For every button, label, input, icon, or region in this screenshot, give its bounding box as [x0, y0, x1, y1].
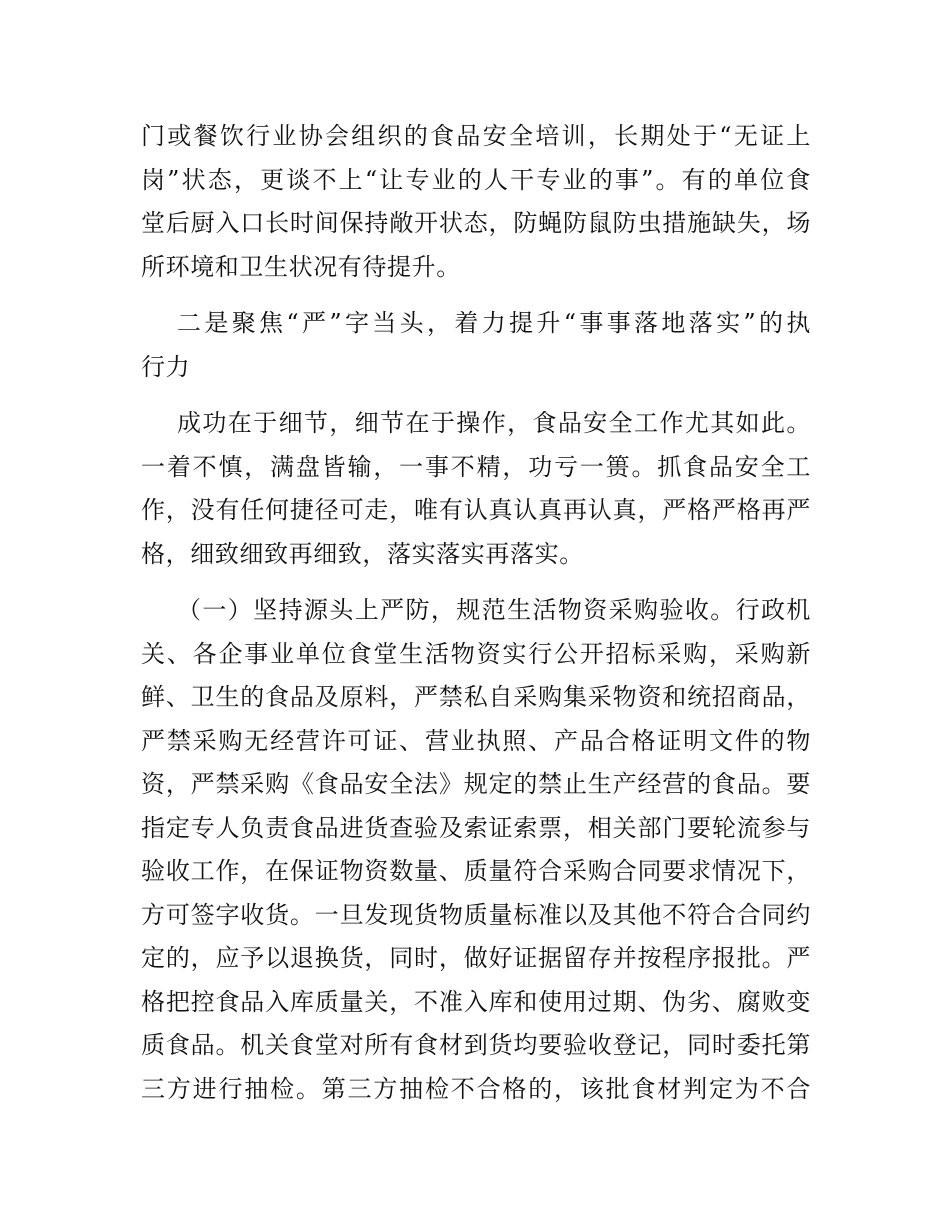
text-line: 格把控食品入库质量关，不准入库和使用过期、伪劣、腐败变 [141, 987, 811, 1016]
text-line: 质食品。机关食堂对所有食材到货均要验收登记，同时委托第 [141, 1031, 811, 1059]
text-line: 资，严禁采购《食品安全法》规定的禁止生产经营的食品。要 [141, 770, 811, 798]
text-line: 所环境和卫生状况有待提升。 [141, 252, 461, 281]
text-line: 格，细致细致再细致，落实落实再落实。 [141, 539, 584, 568]
text-line: 鲜、卫生的食品及原料，严禁私自采购集采物资和统招商品， [141, 683, 811, 711]
text-line: 方可签字收货。一旦发现货物质量标准以及其他不符合合同约 [141, 900, 811, 929]
text-line: （一）坚持源头上严防，规范生活物资采购验收。行政机 [177, 596, 811, 624]
paragraph-1 [141, 115, 811, 289]
text-line: 关、各企事业单位食堂生活物资实行公开招标采购，采购新 [141, 639, 811, 668]
document-body [141, 115, 811, 1124]
text-line: 严禁采购无经营许可证、营业执照、产品合格证明文件的物 [141, 726, 811, 755]
paragraph-4 [141, 589, 811, 1111]
text-line: 三方进行抽检。第三方抽检不合格的，该批食材判定为不合 [141, 1074, 811, 1103]
text-line: 作，没有任何捷径可走，唯有认真认真再认真，严格严格再严 [141, 496, 811, 524]
text-line: 行力 [141, 352, 191, 381]
text-line: 验收工作，在保证物资数量、质量符合采购合同要求情况下， [141, 857, 811, 885]
text-line: 成功在于细节，细节在于操作，食品安全工作尤其如此。 [177, 409, 811, 437]
text-line: 岗”状态，更谈不上“让专业的人干专业的事”。有的单位食 [141, 165, 811, 194]
text-line: 定的，应予以退换货，同时，做好证据留存并按程序报批。严 [141, 944, 811, 972]
text-line: 指定专人负责食品进货查验及索证索票，相关部门要轮流参与 [141, 813, 811, 842]
section-heading-2 [141, 302, 811, 389]
text-line: 一着不慎，满盘皆输，一事不精，功亏一篑。抓食品安全工 [141, 452, 811, 481]
text-line: 堂后厨入口长时间保持敞开状态，防蝇防鼠防虫措施缺失，场 [141, 209, 811, 237]
text-line: 二是聚焦“严”字当头，着力提升“事事落地落实”的执 [177, 309, 811, 337]
text-line: 门或餐饮行业协会组织的食品安全培训，长期处于“无证上 [141, 122, 811, 150]
paragraph-3 [141, 402, 811, 576]
